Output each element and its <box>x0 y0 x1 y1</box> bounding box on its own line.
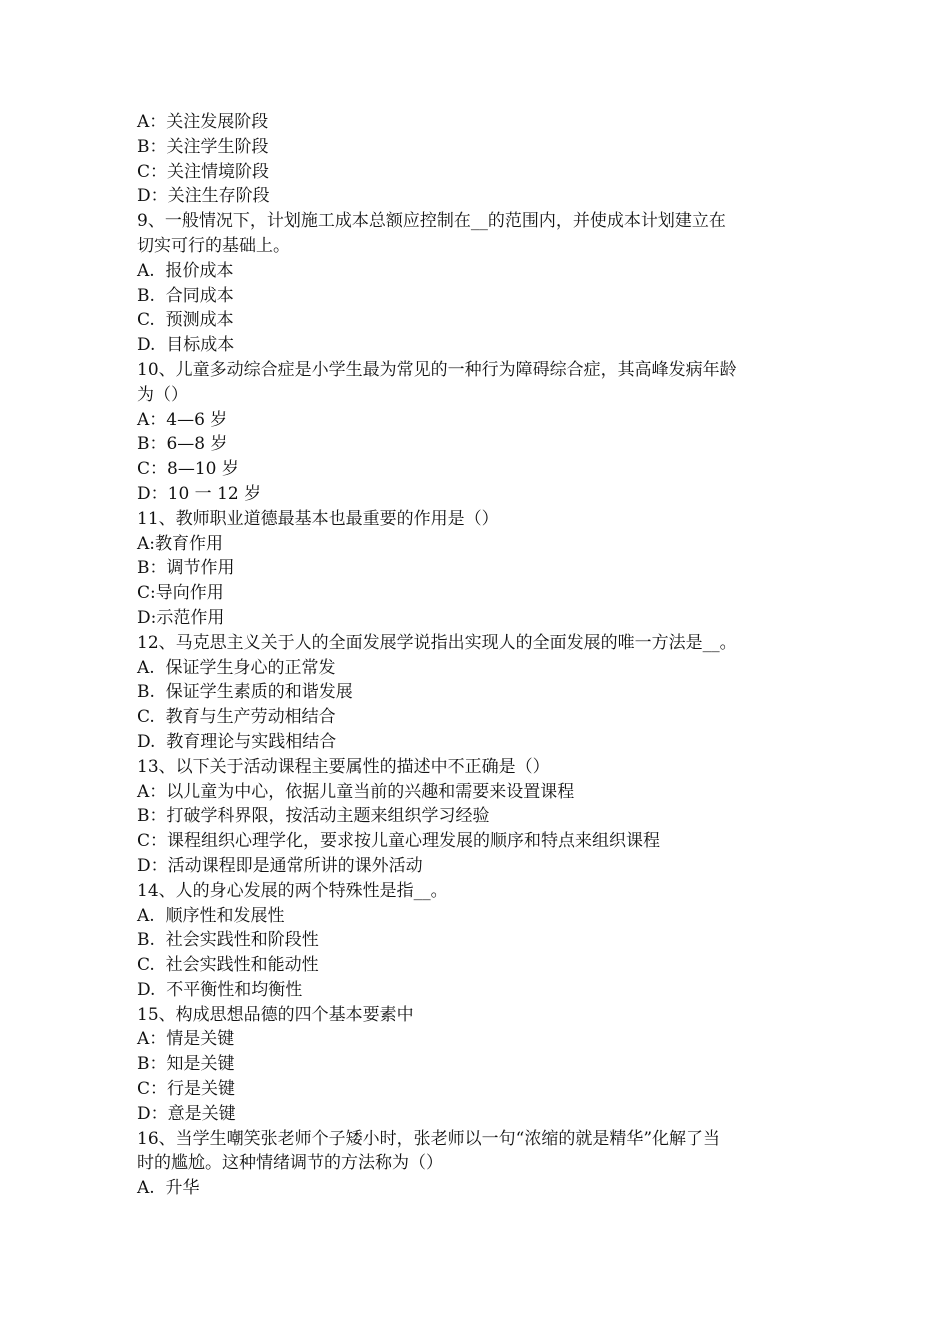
text-line: B：6—8 岁 <box>137 434 228 455</box>
text-line: A. 升华 <box>137 1178 200 1199</box>
text-line: 10、儿童多动综合症是小学生最为常见的一种行为障碍综合症，其高峰发病年龄 <box>137 359 737 380</box>
text-line: A：关注发展阶段 <box>137 112 269 132</box>
text-line: C：课程组织心理学化，要求按儿童心理发展的顺序和特点来组织课程 <box>137 831 661 852</box>
text-line: 13、以下关于活动课程主要属性的描述中不正确是（） <box>137 756 550 777</box>
text-line: B：关注学生阶段 <box>137 136 269 157</box>
text-line: A：以儿童为中心，依据儿童当前的兴趣和需要来设置课程 <box>137 781 575 802</box>
text-line: C. 社会实践性和能动性 <box>137 955 319 976</box>
text-line: 14、人的身心发展的两个特殊性是指__。 <box>137 880 448 901</box>
text-line: D：10 一 12 岁 <box>137 483 262 504</box>
text-line: B. 合同成本 <box>137 285 234 306</box>
text-line: D. 目标成本 <box>137 335 235 356</box>
text-line: 16、当学生嘲笑张老师个子矮小时，张老师以一句“浓缩的就是精华”化解了当 <box>137 1128 721 1149</box>
text-line: C：行是关键 <box>137 1079 236 1100</box>
text-line: D:示范作用 <box>137 607 225 628</box>
text-line: 为（） <box>137 384 188 405</box>
text-line: 11、教师职业道德最基本也最重要的作用是（） <box>137 508 499 529</box>
text-line: A. 报价成本 <box>137 260 234 281</box>
text-line: C：关注情境阶段 <box>137 161 270 182</box>
text-line: C：8—10 岁 <box>137 459 239 480</box>
text-line: A. 顺序性和发展性 <box>137 905 285 926</box>
text-line: A:教育作用 <box>137 533 224 554</box>
text-line: C:导向作用 <box>137 583 224 604</box>
text-line: D：活动课程即是通常所讲的课外活动 <box>137 855 423 876</box>
question-text <box>137 110 827 1201</box>
text-line: D：意是关键 <box>137 1103 236 1124</box>
text-line: 时的尴尬。这种情绪调节的方法称为（） <box>137 1153 443 1174</box>
text-line: A：4—6 岁 <box>137 409 228 430</box>
text-line: B：打破学科界限，按活动主题来组织学习经验 <box>137 806 490 827</box>
text-line: C. 教育与生产劳动相结合 <box>137 707 336 728</box>
text-line: A. 保证学生身心的正常发 <box>137 657 336 678</box>
text-line: B. 保证学生素质的和谐发展 <box>137 682 353 703</box>
text-line: D. 教育理论与实践相结合 <box>137 731 337 752</box>
text-line: C. 预测成本 <box>137 310 234 331</box>
text-line: 15、构成思想品德的四个基本要素中 <box>137 1004 414 1025</box>
text-line: B：知是关键 <box>137 1054 235 1075</box>
text-line: 12、马克思主义关于人的全面发展学说指出实现人的全面发展的唯一方法是__。 <box>137 632 737 653</box>
text-line: D：关注生存阶段 <box>137 186 270 207</box>
text-line: B：调节作用 <box>137 558 235 579</box>
text-line: B. 社会实践性和阶段性 <box>137 930 319 951</box>
text-line: A：情是关键 <box>137 1029 235 1050</box>
text-line: D. 不平衡性和均衡性 <box>137 979 303 1000</box>
text-line: 9、一般情况下，计划施工成本总额应控制在__的范围内，并使成本计划建立在 <box>137 211 726 232</box>
text-line: 切实可行的基础上。 <box>137 235 290 256</box>
